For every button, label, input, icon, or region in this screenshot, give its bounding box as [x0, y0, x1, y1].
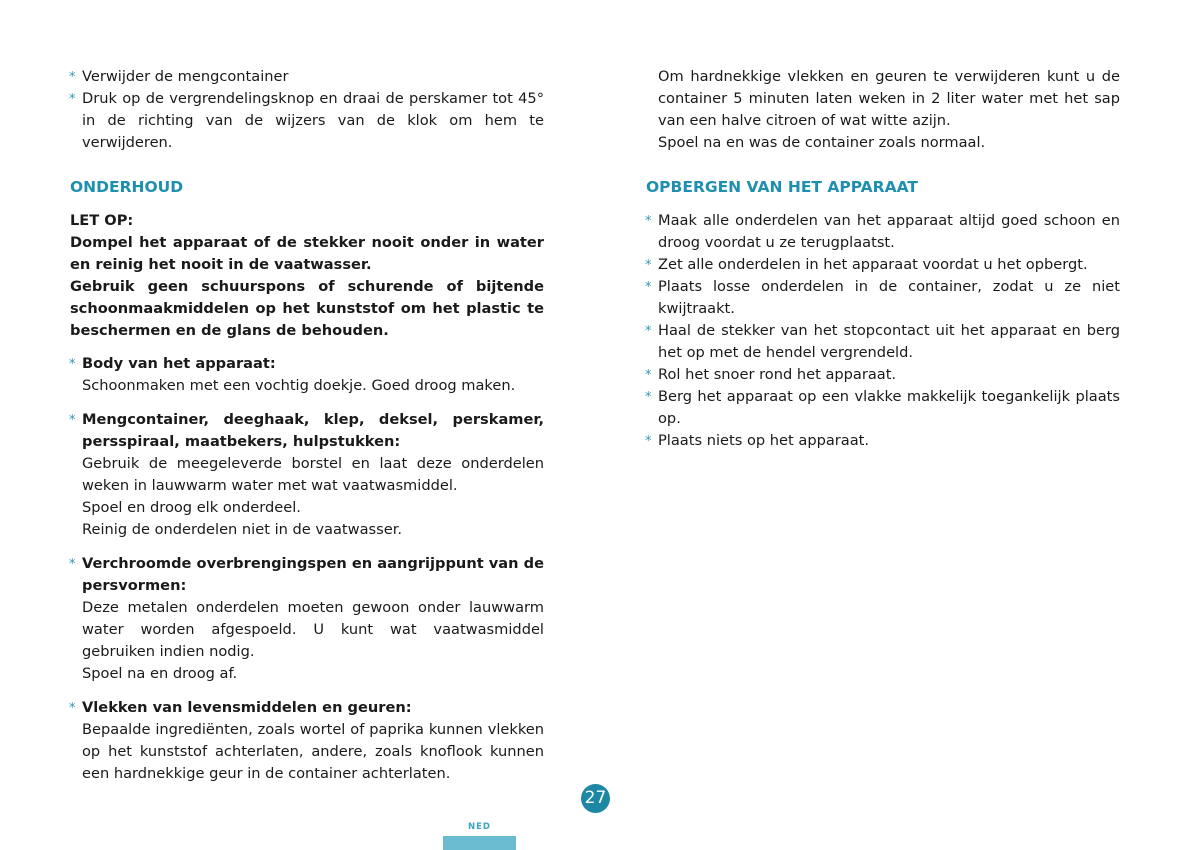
list-item: * Druk op de vergrendelingsknop en draai de perskamer tot 45° in de richting van de wijzers van de klok om hem te verwijderen.: [70, 88, 544, 154]
right-column: [646, 66, 1120, 452]
section-title: * Body van het apparaat:: [82, 355, 276, 372]
list-item: * Berg het apparaat op een vlakke makkelijk toegankelijk plaats op.: [646, 386, 1120, 430]
list-item: * Verwijder de mengcontainer: [70, 66, 544, 88]
section-text: Spoel en droog elk onderdeel.: [82, 499, 301, 516]
language-label: NED: [468, 822, 491, 832]
list-item: * Haal de stekker van het stopcontact uit het apparaat en berg het op met de hendel vergrendeld.: [646, 320, 1120, 364]
list-item: * Rol het snoer rond het apparaat.: [646, 364, 1120, 386]
section-title: * Verchroomde overbrengingspen en aangrijppunt van de persvormen:: [82, 555, 544, 594]
paragraph-text: Spoel na en was de container zoals normaal.: [658, 134, 986, 151]
section-text: Spoel na en droog af.: [82, 665, 238, 682]
intro-list: [70, 66, 544, 154]
storage-list: [646, 210, 1120, 452]
section-heading-maintenance: ONDERHOUD: [70, 178, 184, 196]
section-text: Gebruik de meegeleverde borstel en laat deze onderdelen weken in lauwwarm water met wat vaatwasmiddel.: [82, 455, 544, 494]
section-title: * Vlekken van levensmiddelen en geuren:: [82, 699, 412, 716]
page-number-badge: 27: [581, 784, 610, 813]
list-item: * Plaats niets op het apparaat.: [646, 430, 1120, 452]
section-heading-storage: OPBERGEN VAN HET APPARAAT: [646, 178, 918, 196]
section-text: Reinig de onderdelen niet in de vaatwasser.: [82, 521, 403, 538]
caution-label: LET OP:: [70, 212, 134, 229]
stain-continuation: [646, 66, 1120, 154]
section-text: Deze metalen onderdelen moeten gewoon onder lauwwarm water worden afgespoeld. U kunt wat vaatwasmiddel gebruiken indien nodig.: [82, 599, 544, 660]
section-text: Schoonmaken met een vochtig doekje. Goed droog maken.: [82, 377, 516, 394]
list-item: * Zet alle onderdelen in het apparaat voordat u het opbergt.: [646, 254, 1120, 276]
language-tab-bar: [443, 836, 516, 850]
section-text: Bepaalde ingrediënten, zoals wortel of paprika kunnen vlekken op het kunststof achterlaten, andere, zoals knoflook kunnen een hardnekkige geur in de container achterlaten.: [82, 721, 544, 782]
cleaning-section-chrome: [70, 553, 544, 685]
cleaning-section-parts: [70, 409, 544, 541]
section-title: * Mengcontainer, deeghaak, klep, deksel, perskamer, persspiraal, maatbekers, hulpstukken:: [82, 411, 544, 450]
cleaning-section-stains: [70, 697, 544, 785]
caution-block: [70, 210, 544, 342]
left-column: [70, 66, 544, 785]
list-item: * Maak alle onderdelen van het apparaat altijd goed schoon en droog voordat u ze terugplaatst.: [646, 210, 1120, 254]
caution-text: Dompel het apparaat of de stekker nooit onder in water en reinig het nooit in de vaatwasser.: [70, 234, 544, 273]
caution-text: Gebruik geen schuurspons of schurende of bijtende schoonmaakmiddelen op het kunststof om het plastic te beschermen en de glans de behouden.: [70, 278, 544, 339]
paragraph-text: Om hardnekkige vlekken en geuren te verwijderen kunt u de container 5 minuten laten weken in 2 liter water met het sap van een halve citroen of wat witte azijn.: [658, 68, 1120, 129]
cleaning-section-body: [70, 353, 544, 397]
list-item: * Plaats losse onderdelen in de container, zodat u ze niet kwijtraakt.: [646, 276, 1120, 320]
